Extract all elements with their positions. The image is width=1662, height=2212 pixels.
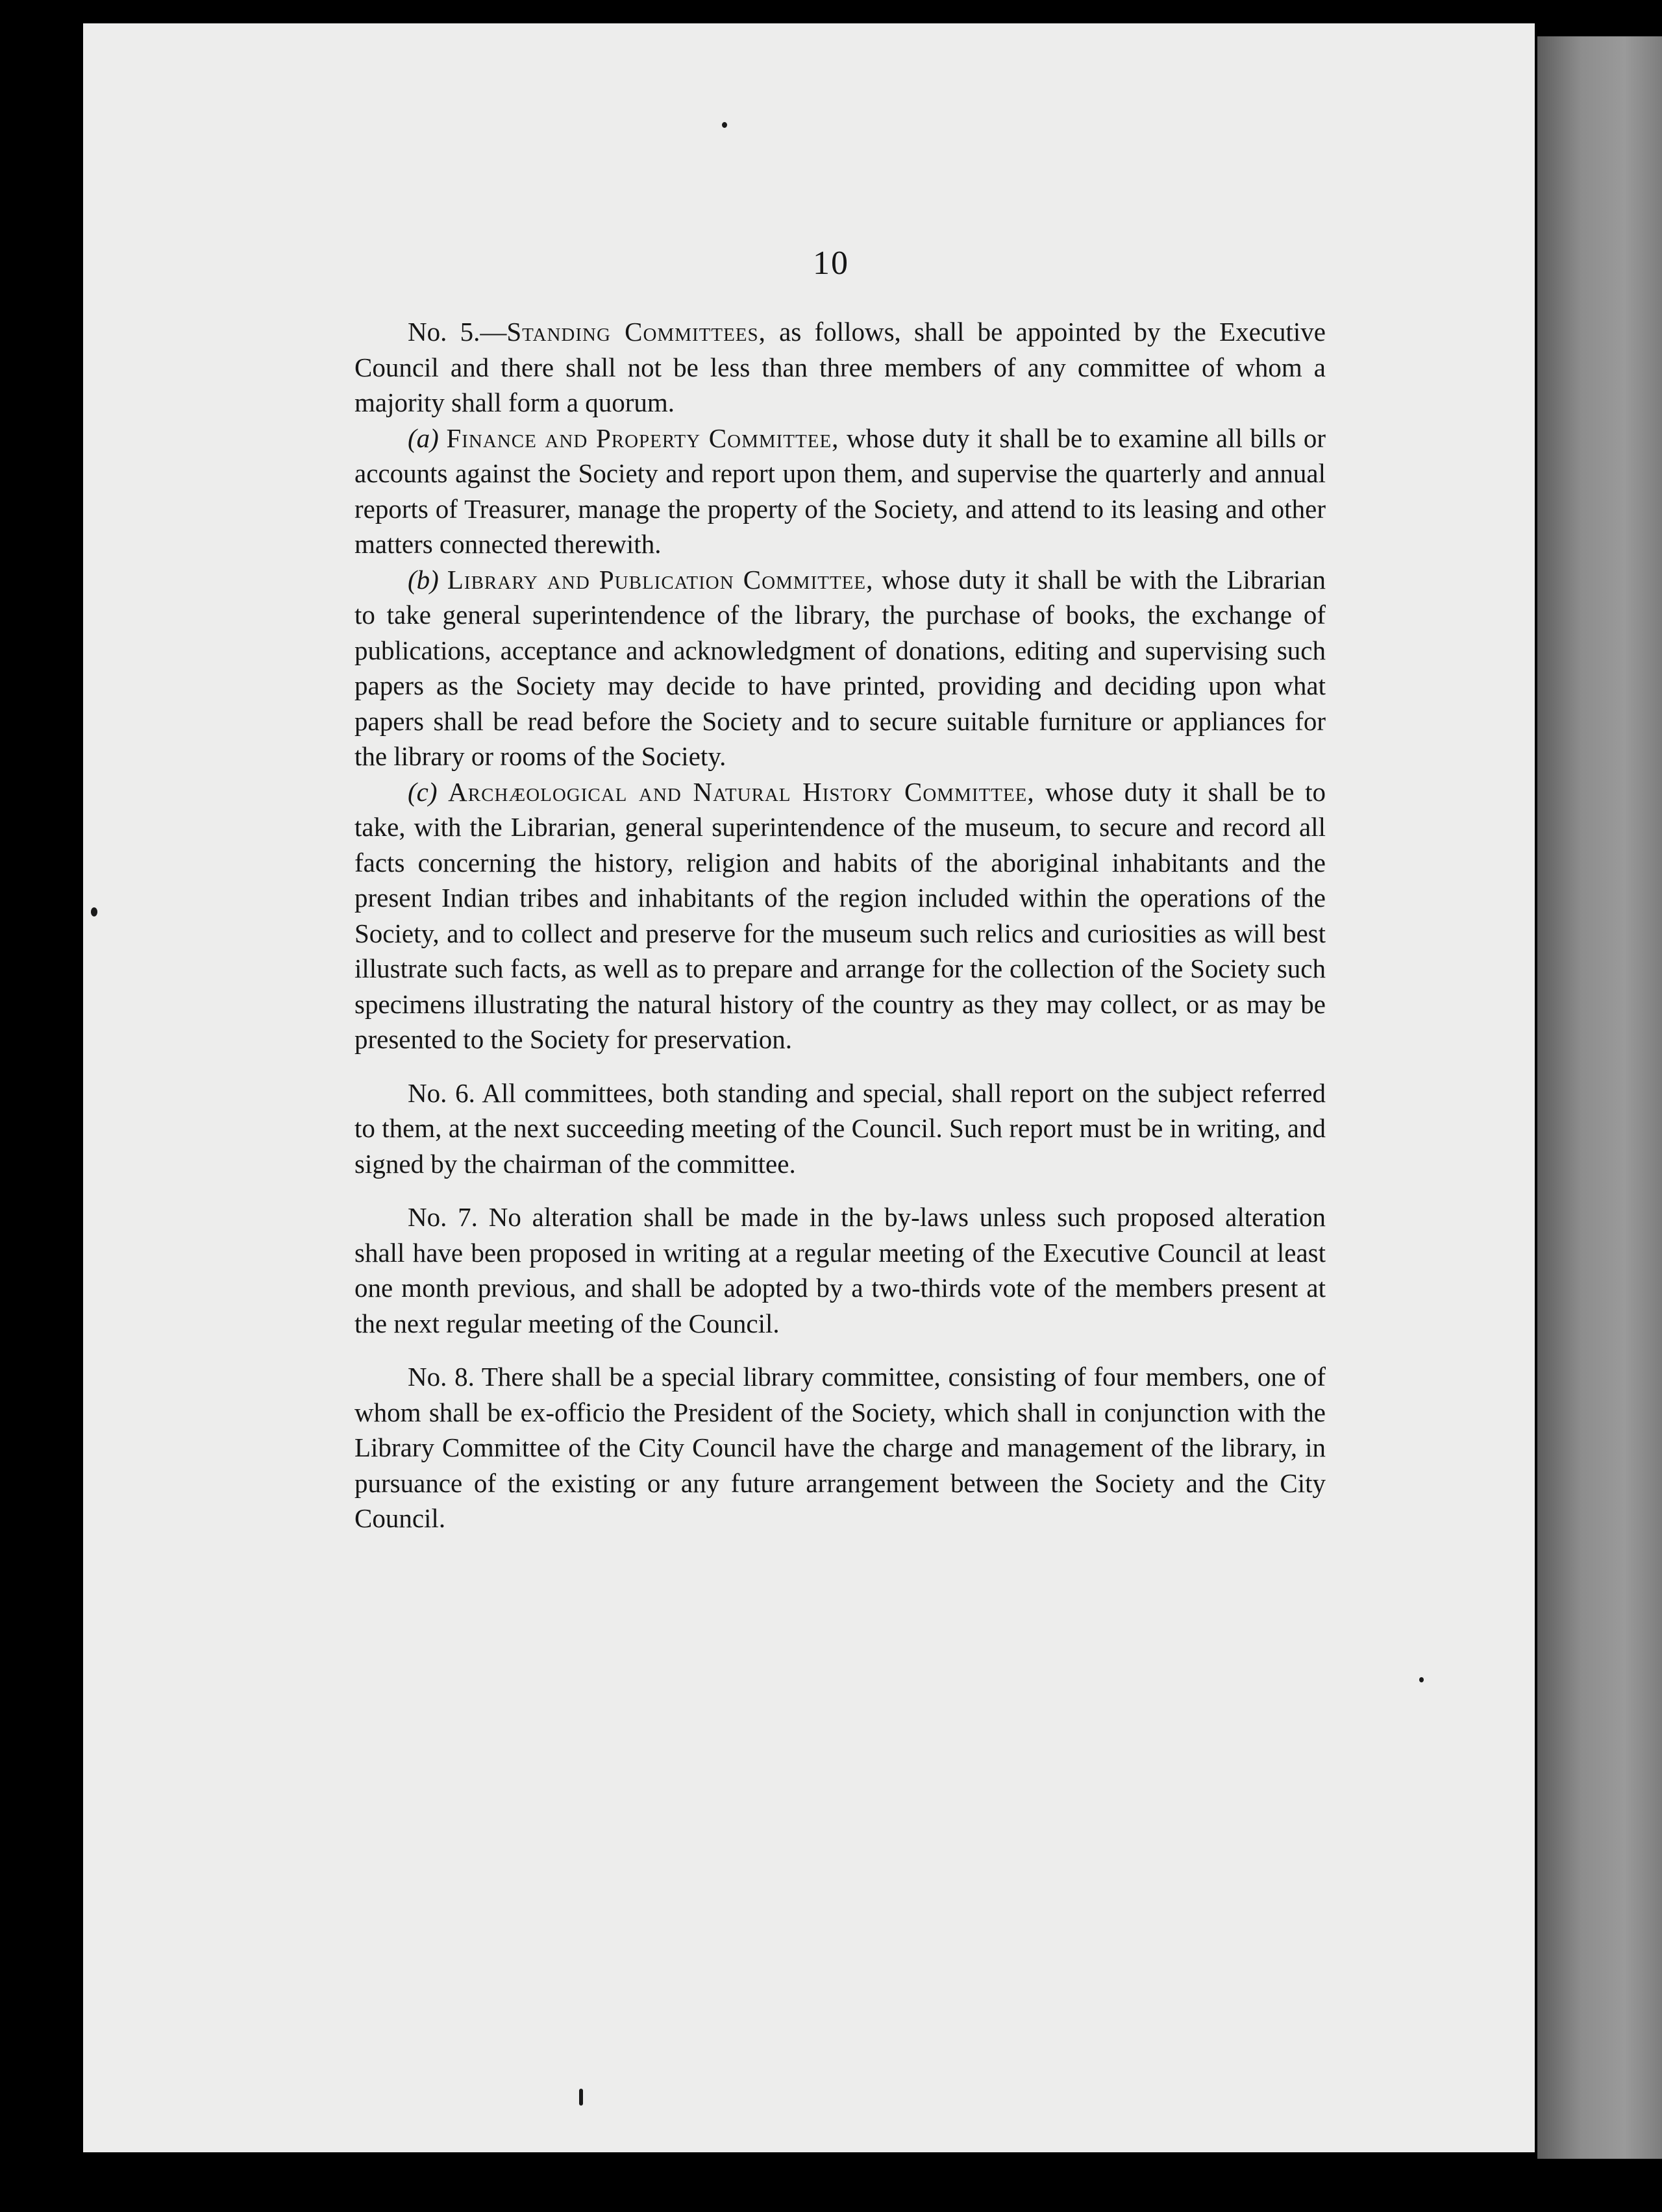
committee-a-paragraph [354, 421, 1326, 562]
committee-b-text: whose duty it shall be with the Librarian to take general superintendence of the library, the purchase of books, the exchange of publications, acceptance and acknowledgment of donations, editing and supervising such papers as the Society may decide to have printed, providing and deciding upon what papers shall be read before the Society and to secure suitable furniture or appliances for the library or rooms of the Society. [354, 564, 1326, 771]
ink-speck [579, 2089, 583, 2106]
bylaw-5-text: as follows, shall be appointed by the Executive Council and there shall not be less than three members of any committee of whom a majority shall form a quorum. [354, 317, 1326, 417]
committee-c-marker: (c) [408, 776, 438, 807]
bylaw-5-heading: Standing Committees, [506, 317, 766, 347]
page-number: 10 [813, 245, 849, 282]
committee-a-marker: (a) [408, 423, 439, 453]
bylaw-7-paragraph: No. 7. No alteration shall be made in the by-laws unless such proposed alteration shall have been proposed in writing at a regular meeting of the Executive Council at least one month previous, and shall be adopted by a two-thirds vote of the members present at the next regular meeting of the Council. [354, 1202, 1326, 1338]
adjacent-page-edge [1537, 36, 1662, 2159]
committee-b-marker: (b) [408, 564, 439, 595]
committee-a-heading: Finance and Property Committee, [446, 423, 839, 453]
bylaw-8-paragraph: No. 8. There shall be a special library committee, consisting of four members, one of whom shall be ex-officio the President of the Society, which shall in conjunction with the Library Committee of the City Council have the charge and management of the library, in pursuance of the existing or any future arrangement between the Society and the City Council. [354, 1362, 1326, 1533]
committee-c-text: whose duty it shall be to take, with the Librarian, general superintendence of the museum, to secure and record all facts concerning the history, religion and habits of the aboriginal inhabitants and the present Indian tribes and inhabitants of the region included within the operations of the Society, and to collect and preserve for the museum such relics and curiosities as will best illustrate such facts, as well as to prepare and arrange for the collection of the Society such specimens illustrating the natural history of the country as they may collect, or as may be presented to the Society for preservation. [354, 776, 1326, 1054]
committee-c-heading: Archæological and Natural History Committee, [448, 776, 1035, 807]
committee-a-text: whose duty it shall be to examine all bills or accounts against the Society and report upon them, and supervise the quarterly and annual reports of Treasurer, manage the property of the Society, and attend to its leasing and other matters connected therewith. [354, 423, 1326, 559]
committee-c-paragraph [354, 774, 1326, 1057]
committee-b-heading: Library and Publication Committee, [447, 564, 874, 595]
ink-speck [91, 907, 97, 916]
bylaw-6-paragraph: No. 6. All committees, both standing and special, shall report on the subject referred to them, at the next succeeding meeting of the Council. Such report must be in writing, and signed by the chairman of the committee. [354, 1077, 1326, 1179]
committee-b-paragraph [354, 562, 1326, 774]
bylaw-5-paragraph [354, 314, 1326, 421]
bylaw-5-lead: No. 5.— [408, 317, 507, 347]
ink-speck [1419, 1677, 1424, 1682]
bylaws-text [354, 314, 1326, 1536]
ink-speck [722, 122, 727, 128]
